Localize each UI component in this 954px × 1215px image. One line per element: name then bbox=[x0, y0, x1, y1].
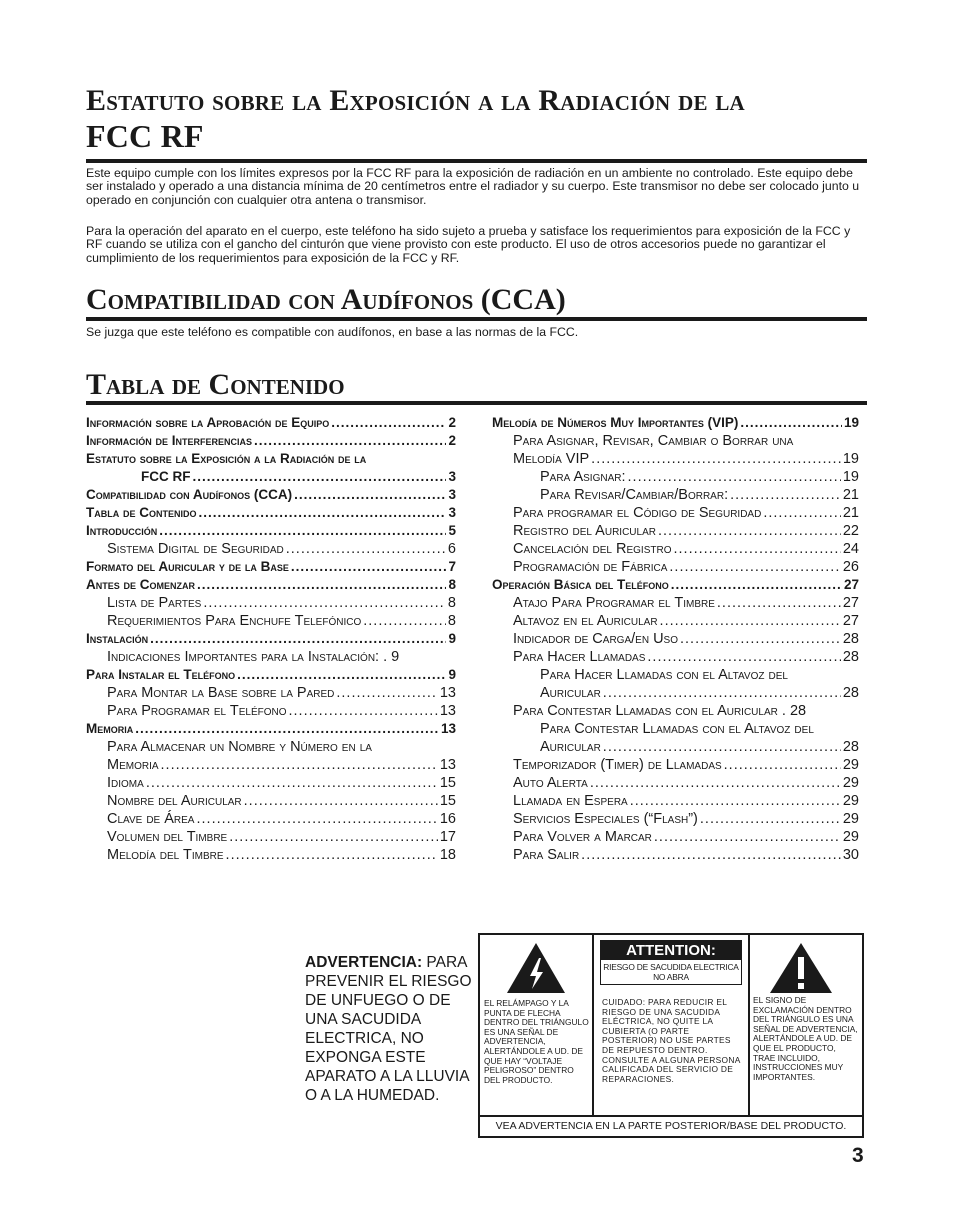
toc-entry bbox=[492, 702, 859, 720]
toc-leader-dots bbox=[193, 468, 447, 486]
toc-entry bbox=[492, 792, 859, 810]
toc-entry bbox=[86, 756, 456, 774]
toc-entry-label: Para Hacer Llamadas con el Altavoz del bbox=[540, 667, 788, 683]
toc-leader-dots bbox=[654, 828, 841, 846]
toc-leader-dots bbox=[363, 612, 446, 630]
toc-entry bbox=[492, 738, 859, 756]
toc-entry-page: 27 bbox=[843, 577, 859, 592]
caution-left-panel bbox=[480, 935, 594, 1115]
toc-entry bbox=[86, 486, 456, 504]
toc-entry bbox=[86, 810, 456, 828]
toc-entry bbox=[86, 630, 456, 648]
toc-entry bbox=[86, 648, 456, 666]
toc-entry-page: 2 bbox=[448, 415, 456, 430]
toc-entry-label: Indicador de Carga/en Uso bbox=[513, 631, 678, 647]
page-number: 3 bbox=[852, 1144, 864, 1167]
toc-entry-label: Para Instalar el Teléfono bbox=[86, 667, 236, 682]
toc-leader-dots bbox=[628, 468, 841, 486]
exclamation-warning-text: EL SIGNO DE EXCLAMACIÓN DENTRO DEL TRIÁNGULO ES UNA SEÑAL DE ADVERTENCIA, ALERTÁNDOLE A UD. DE QUE EL PRODUCTO, TRAE INCLUIDO, INSTRUCCIONES MUY IMPORTANTES. bbox=[753, 995, 858, 1082]
toc-leader-dots bbox=[591, 450, 841, 468]
caution-center-panel bbox=[594, 935, 750, 1115]
toc-entry-label: Para Hacer Llamadas bbox=[513, 649, 646, 665]
toc-leader-dots bbox=[203, 594, 446, 612]
hearing-aid-compat-paragraph: Se juzga que este teléfono es compatible con audífonos, en base a las normas de la FCC. bbox=[86, 325, 579, 339]
toc-entry bbox=[492, 450, 859, 468]
toc-entry-page: 3 bbox=[448, 505, 456, 520]
toc-entry-page: 19 bbox=[843, 415, 859, 430]
toc-entry-label: Registro del Auricular bbox=[513, 523, 656, 539]
warning-body: PARA PREVENIR EL RIESGO DE UNFUEGO O DE UNA SACUDIDA ELECTRICA, NO EXPONGA ESTE APARATO A LA LLUVIA O A LA HUMEDAD. bbox=[305, 954, 472, 1104]
toc-entry bbox=[86, 540, 456, 558]
toc-entry bbox=[492, 504, 859, 522]
toc-entry-page: 3 bbox=[448, 487, 456, 502]
caution-footer: VEA ADVERTENCIA EN LA PARTE POSTERIOR/BASE DEL PRODUCTO. bbox=[480, 1115, 862, 1136]
toc-entry-page: 9 bbox=[448, 667, 456, 682]
toc-entry bbox=[86, 468, 456, 486]
rf-exposure-title bbox=[86, 86, 745, 152]
toc-entry-label: Memoria bbox=[86, 721, 134, 736]
toc-entry-label: Memoria bbox=[107, 757, 159, 773]
toc-entry bbox=[492, 594, 859, 612]
toc-entry-label: Llamada en Espera bbox=[513, 793, 628, 809]
toc-entry-page: 28 bbox=[842, 739, 859, 755]
toc-leader-dots bbox=[286, 540, 446, 558]
toc-leader-dots bbox=[336, 684, 438, 702]
toc-entry-label: Formato del Auricular y de la Base bbox=[86, 559, 289, 574]
section-divider bbox=[86, 401, 867, 405]
toc-entry-page: 6 bbox=[447, 541, 456, 557]
toc-entry-label: Información sobre la Aprobación de Equipo bbox=[86, 415, 330, 430]
toc-leader-dots bbox=[289, 702, 438, 720]
toc-leader-dots bbox=[294, 486, 446, 504]
toc-entry-page: 15 bbox=[439, 775, 456, 791]
toc-entry bbox=[86, 558, 456, 576]
toc-leader-dots bbox=[135, 720, 439, 738]
toc-entry-label: Para Contestar Llamadas con el Auricular . 28 bbox=[513, 703, 807, 719]
toc-entry-page: 8 bbox=[447, 613, 456, 629]
toc-entry-page: 13 bbox=[439, 757, 456, 773]
toc-entry-label: Auto Alerta bbox=[513, 775, 588, 791]
toc-entry-page: 21 bbox=[842, 505, 859, 521]
toc-entry bbox=[492, 468, 859, 486]
caution-right-panel bbox=[750, 935, 862, 1115]
toc-leader-dots bbox=[680, 630, 841, 648]
toc-entry bbox=[492, 846, 859, 864]
toc-entry bbox=[86, 432, 456, 450]
toc-entry-label: Altavoz en el Auricular bbox=[513, 613, 658, 629]
toc-leader-dots bbox=[603, 684, 841, 702]
toc-leader-dots bbox=[237, 666, 446, 684]
toc-leader-dots bbox=[603, 738, 841, 756]
toc-leader-dots bbox=[730, 486, 841, 504]
attention-heading: ATTENTION: bbox=[601, 941, 741, 960]
toc-entry bbox=[492, 774, 859, 792]
toc-entry-label: Compatibilidad con Audífonos (CCA) bbox=[86, 487, 293, 502]
toc-entry-label: Sistema Digital de Seguridad bbox=[107, 541, 284, 557]
toc-leader-dots bbox=[196, 810, 437, 828]
toc-entry bbox=[492, 630, 859, 648]
toc-entry-label: Introducción bbox=[86, 523, 158, 538]
toc-entry bbox=[86, 828, 456, 846]
toc-entry-page: 22 bbox=[842, 523, 859, 539]
toc-entry-label: Temporizador (Timer) de Llamadas bbox=[513, 757, 722, 773]
toc-leader-dots bbox=[724, 756, 841, 774]
toc-leader-dots bbox=[291, 558, 447, 576]
toc-leader-dots bbox=[146, 774, 438, 792]
toc-entry-page: 29 bbox=[842, 775, 859, 791]
toc-leader-dots bbox=[717, 594, 841, 612]
attention-label bbox=[600, 940, 742, 985]
toc-leader-dots bbox=[590, 774, 841, 792]
toc-entry bbox=[492, 522, 859, 540]
toc-entry bbox=[86, 414, 456, 432]
toc-entry-page: 2 bbox=[448, 433, 456, 448]
toc-leader-dots bbox=[331, 414, 446, 432]
toc-entry-label: Para Asignar, Revisar, Cambiar o Borrar una bbox=[513, 433, 794, 449]
toc-entry bbox=[492, 414, 859, 432]
toc-entry-page: 29 bbox=[842, 793, 859, 809]
toc-entry-label: Lista de Partes bbox=[107, 595, 202, 611]
toc-leader-dots bbox=[197, 576, 446, 594]
toc-leader-dots bbox=[740, 414, 842, 432]
caution-text: CUIDADO: PARA REDUCIR EL RIESGO DE UNA SACUDIDA ELÉCTRICA, NO QUITE LA CUBIERTA (O PARTE POSTERIOR) NO USE PARTES DE REPUESTO DENTRO. CONSULTE A ALGUNA PERSONA CALIFICADA DEL SERVICIO DE REPARACIONES. bbox=[602, 997, 741, 1084]
toc-entry-label: Para Salir bbox=[513, 847, 580, 863]
toc-leader-dots bbox=[161, 756, 438, 774]
toc-entry bbox=[492, 648, 859, 666]
toc-leader-dots bbox=[673, 540, 840, 558]
toc-entry-label: Para Revisar/Cambiar/Borrar: bbox=[540, 487, 729, 503]
exclamation-warning-icon bbox=[768, 941, 834, 995]
toc-entry-label: Idioma bbox=[107, 775, 144, 791]
toc-leader-dots bbox=[159, 522, 446, 540]
toc-entry-label: Para Almacenar un Nombre y Número en la bbox=[107, 739, 372, 755]
toc-entry-page: 16 bbox=[439, 811, 456, 827]
toc-entry-page: 19 bbox=[842, 451, 859, 467]
toc-leader-dots bbox=[150, 630, 446, 648]
toc-entry-page: 5 bbox=[448, 523, 456, 538]
toc-entry bbox=[86, 666, 456, 684]
toc-entry-label: FCC RF bbox=[141, 469, 191, 484]
toc-entry-label: Programación de Fábrica bbox=[513, 559, 668, 575]
toc-entry-page: 28 bbox=[842, 649, 859, 665]
toc-entry-label: Melodía VIP bbox=[513, 451, 590, 467]
toc-entry-label: Para programar el Código de Seguridad bbox=[513, 505, 762, 521]
toc-leader-dots bbox=[669, 558, 840, 576]
toc-entry-label: Melodía de Números Muy Importantes (VIP) bbox=[492, 415, 739, 430]
toc-entry-label: Estatuto sobre la Exposición a la Radiación de la bbox=[86, 451, 367, 466]
toc-entry bbox=[492, 576, 859, 594]
toc-entry-page: 13 bbox=[439, 685, 456, 701]
toc-entry bbox=[86, 846, 456, 864]
toc-entry-label: Para Asignar: bbox=[540, 469, 626, 485]
toc-entry-label: Operación Básica del Teléfono bbox=[492, 577, 669, 592]
warning-notice bbox=[305, 953, 475, 1105]
toc-entry-page: 13 bbox=[440, 721, 456, 736]
toc-entry-label: Para Programar el Teléfono bbox=[107, 703, 287, 719]
toc-leader-dots bbox=[226, 846, 438, 864]
toc-entry-label: Auricular bbox=[540, 685, 601, 701]
toc-entry-page: 7 bbox=[448, 559, 456, 574]
toc-entry bbox=[86, 720, 456, 738]
toc-entry-label: Requerimientos Para Enchufe Telefónico bbox=[107, 613, 362, 629]
toc-entry-page: 13 bbox=[439, 703, 456, 719]
toc-entry-label: Volumen del Timbre bbox=[107, 829, 228, 845]
toc-entry bbox=[492, 540, 859, 558]
toc-leader-dots bbox=[658, 522, 841, 540]
table-of-contents-title: Tabla de Contenido bbox=[86, 368, 345, 401]
toc-leader-dots bbox=[763, 504, 841, 522]
toc-entry-page: 27 bbox=[842, 595, 859, 611]
toc-entry-page: 28 bbox=[842, 631, 859, 647]
toc-entry-label: Para Montar la Base sobre la Pared bbox=[107, 685, 335, 701]
toc-entry-page: 30 bbox=[842, 847, 859, 863]
toc-entry-label: Tabla de Contenido bbox=[86, 505, 197, 520]
toc-entry-page: 29 bbox=[842, 757, 859, 773]
toc-entry-label: Nombre del Auricular bbox=[107, 793, 242, 809]
toc-leader-dots bbox=[229, 828, 438, 846]
toc-entry-label: Clave de Área bbox=[107, 811, 195, 827]
rf-exposure-title-line1: Estatuto sobre la Exposición a la Radiación de la bbox=[86, 84, 745, 117]
toc-entry-label: Melodía del Timbre bbox=[107, 847, 224, 863]
lightning-warning-icon bbox=[505, 941, 567, 995]
toc-entry bbox=[492, 720, 859, 738]
toc-entry-page: 17 bbox=[439, 829, 456, 845]
toc-entry-label: Auricular bbox=[540, 739, 601, 755]
toc-leader-dots bbox=[630, 792, 841, 810]
caution-label-box bbox=[478, 933, 864, 1138]
toc-entry bbox=[86, 450, 456, 468]
rf-exposure-paragraph-1: Este equipo cumple con los límites expresos por la FCC RF para la exposición de radiación en un ambiente no controlado. Este equipo debe ser instalado y operado a una distancia mínima de 20 centímetros entre el radiador y su cuerpo. Este transmisor no debe ser colocado junto u operado en conjunción con cualquier otra antena o transmisor. bbox=[86, 166, 860, 207]
lightning-warning-text: EL RELÁMPAGO Y LA PUNTA DE FLECHA DENTRO DEL TRIÁNGULO ES UNA SEÑAL DE ADVERTENCIA, ALERTÁNDOLE A UD. DE QUE HAY “VOLTAJE PELIGROSO” DENTRO DEL PRODUCTO. bbox=[484, 998, 589, 1085]
toc-entry-page: 24 bbox=[842, 541, 859, 557]
toc-entry bbox=[86, 594, 456, 612]
toc-entry bbox=[492, 486, 859, 504]
toc-entry bbox=[86, 684, 456, 702]
toc-entry bbox=[492, 684, 859, 702]
toc-entry-page: 8 bbox=[448, 577, 456, 592]
section-divider bbox=[86, 159, 867, 163]
toc-leader-dots bbox=[671, 576, 842, 594]
toc-entry-page: 9 bbox=[448, 631, 456, 646]
toc-entry-page: 18 bbox=[439, 847, 456, 863]
toc-entry-page: 21 bbox=[842, 487, 859, 503]
toc-entry bbox=[86, 522, 456, 540]
toc-entry-label: Antes de Comenzar bbox=[86, 577, 196, 592]
toc-entry-label: Instalación bbox=[86, 631, 149, 646]
toc-entry bbox=[492, 828, 859, 846]
toc-entry bbox=[492, 666, 859, 684]
toc-entry bbox=[86, 738, 456, 756]
toc-entry bbox=[86, 792, 456, 810]
toc-right-column bbox=[492, 414, 859, 864]
toc-entry bbox=[86, 576, 456, 594]
toc-entry-page: 29 bbox=[842, 811, 859, 827]
rf-exposure-title-line2: FCC RF bbox=[86, 118, 204, 154]
toc-entry bbox=[492, 810, 859, 828]
toc-entry bbox=[86, 612, 456, 630]
toc-entry-label: Información de Interferencias bbox=[86, 433, 253, 448]
toc-leader-dots bbox=[199, 504, 447, 522]
toc-entry bbox=[492, 558, 859, 576]
toc-entry-page: 29 bbox=[842, 829, 859, 845]
toc-entry-label: Cancelación del Registro bbox=[513, 541, 672, 557]
toc-entry-page: 15 bbox=[439, 793, 456, 809]
toc-entry-page: 27 bbox=[842, 613, 859, 629]
toc-entry-page: 8 bbox=[447, 595, 456, 611]
toc-leader-dots bbox=[244, 792, 438, 810]
toc-entry bbox=[86, 774, 456, 792]
toc-leader-dots bbox=[700, 810, 841, 828]
toc-entry-label: Atajo Para Programar el Timbre bbox=[513, 595, 715, 611]
toc-entry-page: 26 bbox=[842, 559, 859, 575]
toc-entry bbox=[86, 504, 456, 522]
hearing-aid-compat-title: Compatibilidad con Audífonos (CCA) bbox=[86, 283, 566, 316]
toc-entry-label: Servicios Especiales (“Flash”) bbox=[513, 811, 698, 827]
toc-entry-page: 19 bbox=[842, 469, 859, 485]
toc-entry bbox=[492, 612, 859, 630]
attention-subtext: RIESGO DE SACUDIDA ELECTRICA NO ABRA bbox=[603, 962, 739, 982]
toc-entry-label: Para Volver a Marcar bbox=[513, 829, 652, 845]
warning-heading: ADVERTENCIA: bbox=[305, 954, 423, 971]
toc-entry-page: 3 bbox=[448, 469, 456, 484]
rf-exposure-paragraph-2: Para la operación del aparato en el cuerpo, este teléfono ha sido sujeto a prueba y satisface los requerimientos para exposición de la FCC y RF cuando se utiliza con el gancho del cinturón que viene provisto con este producto. El uso de otros accesorios puede no garantizar el cumplimiento de los requerimientos para exposición de la FCC y RF. bbox=[86, 224, 851, 265]
section-divider bbox=[86, 317, 867, 321]
toc-entry-label: Para Contestar Llamadas con el Altavoz del bbox=[540, 721, 814, 737]
toc-leader-dots bbox=[581, 846, 841, 864]
toc-entry bbox=[492, 756, 859, 774]
toc-entry bbox=[86, 702, 456, 720]
toc-leader-dots bbox=[660, 612, 841, 630]
toc-entry bbox=[492, 432, 859, 450]
toc-left-column bbox=[86, 414, 456, 864]
toc-entry-page: 28 bbox=[842, 685, 859, 701]
toc-leader-dots bbox=[647, 648, 840, 666]
toc-entry-label: Indicaciones Importantes para la Instalación: . 9 bbox=[107, 649, 400, 665]
toc-leader-dots bbox=[254, 432, 446, 450]
